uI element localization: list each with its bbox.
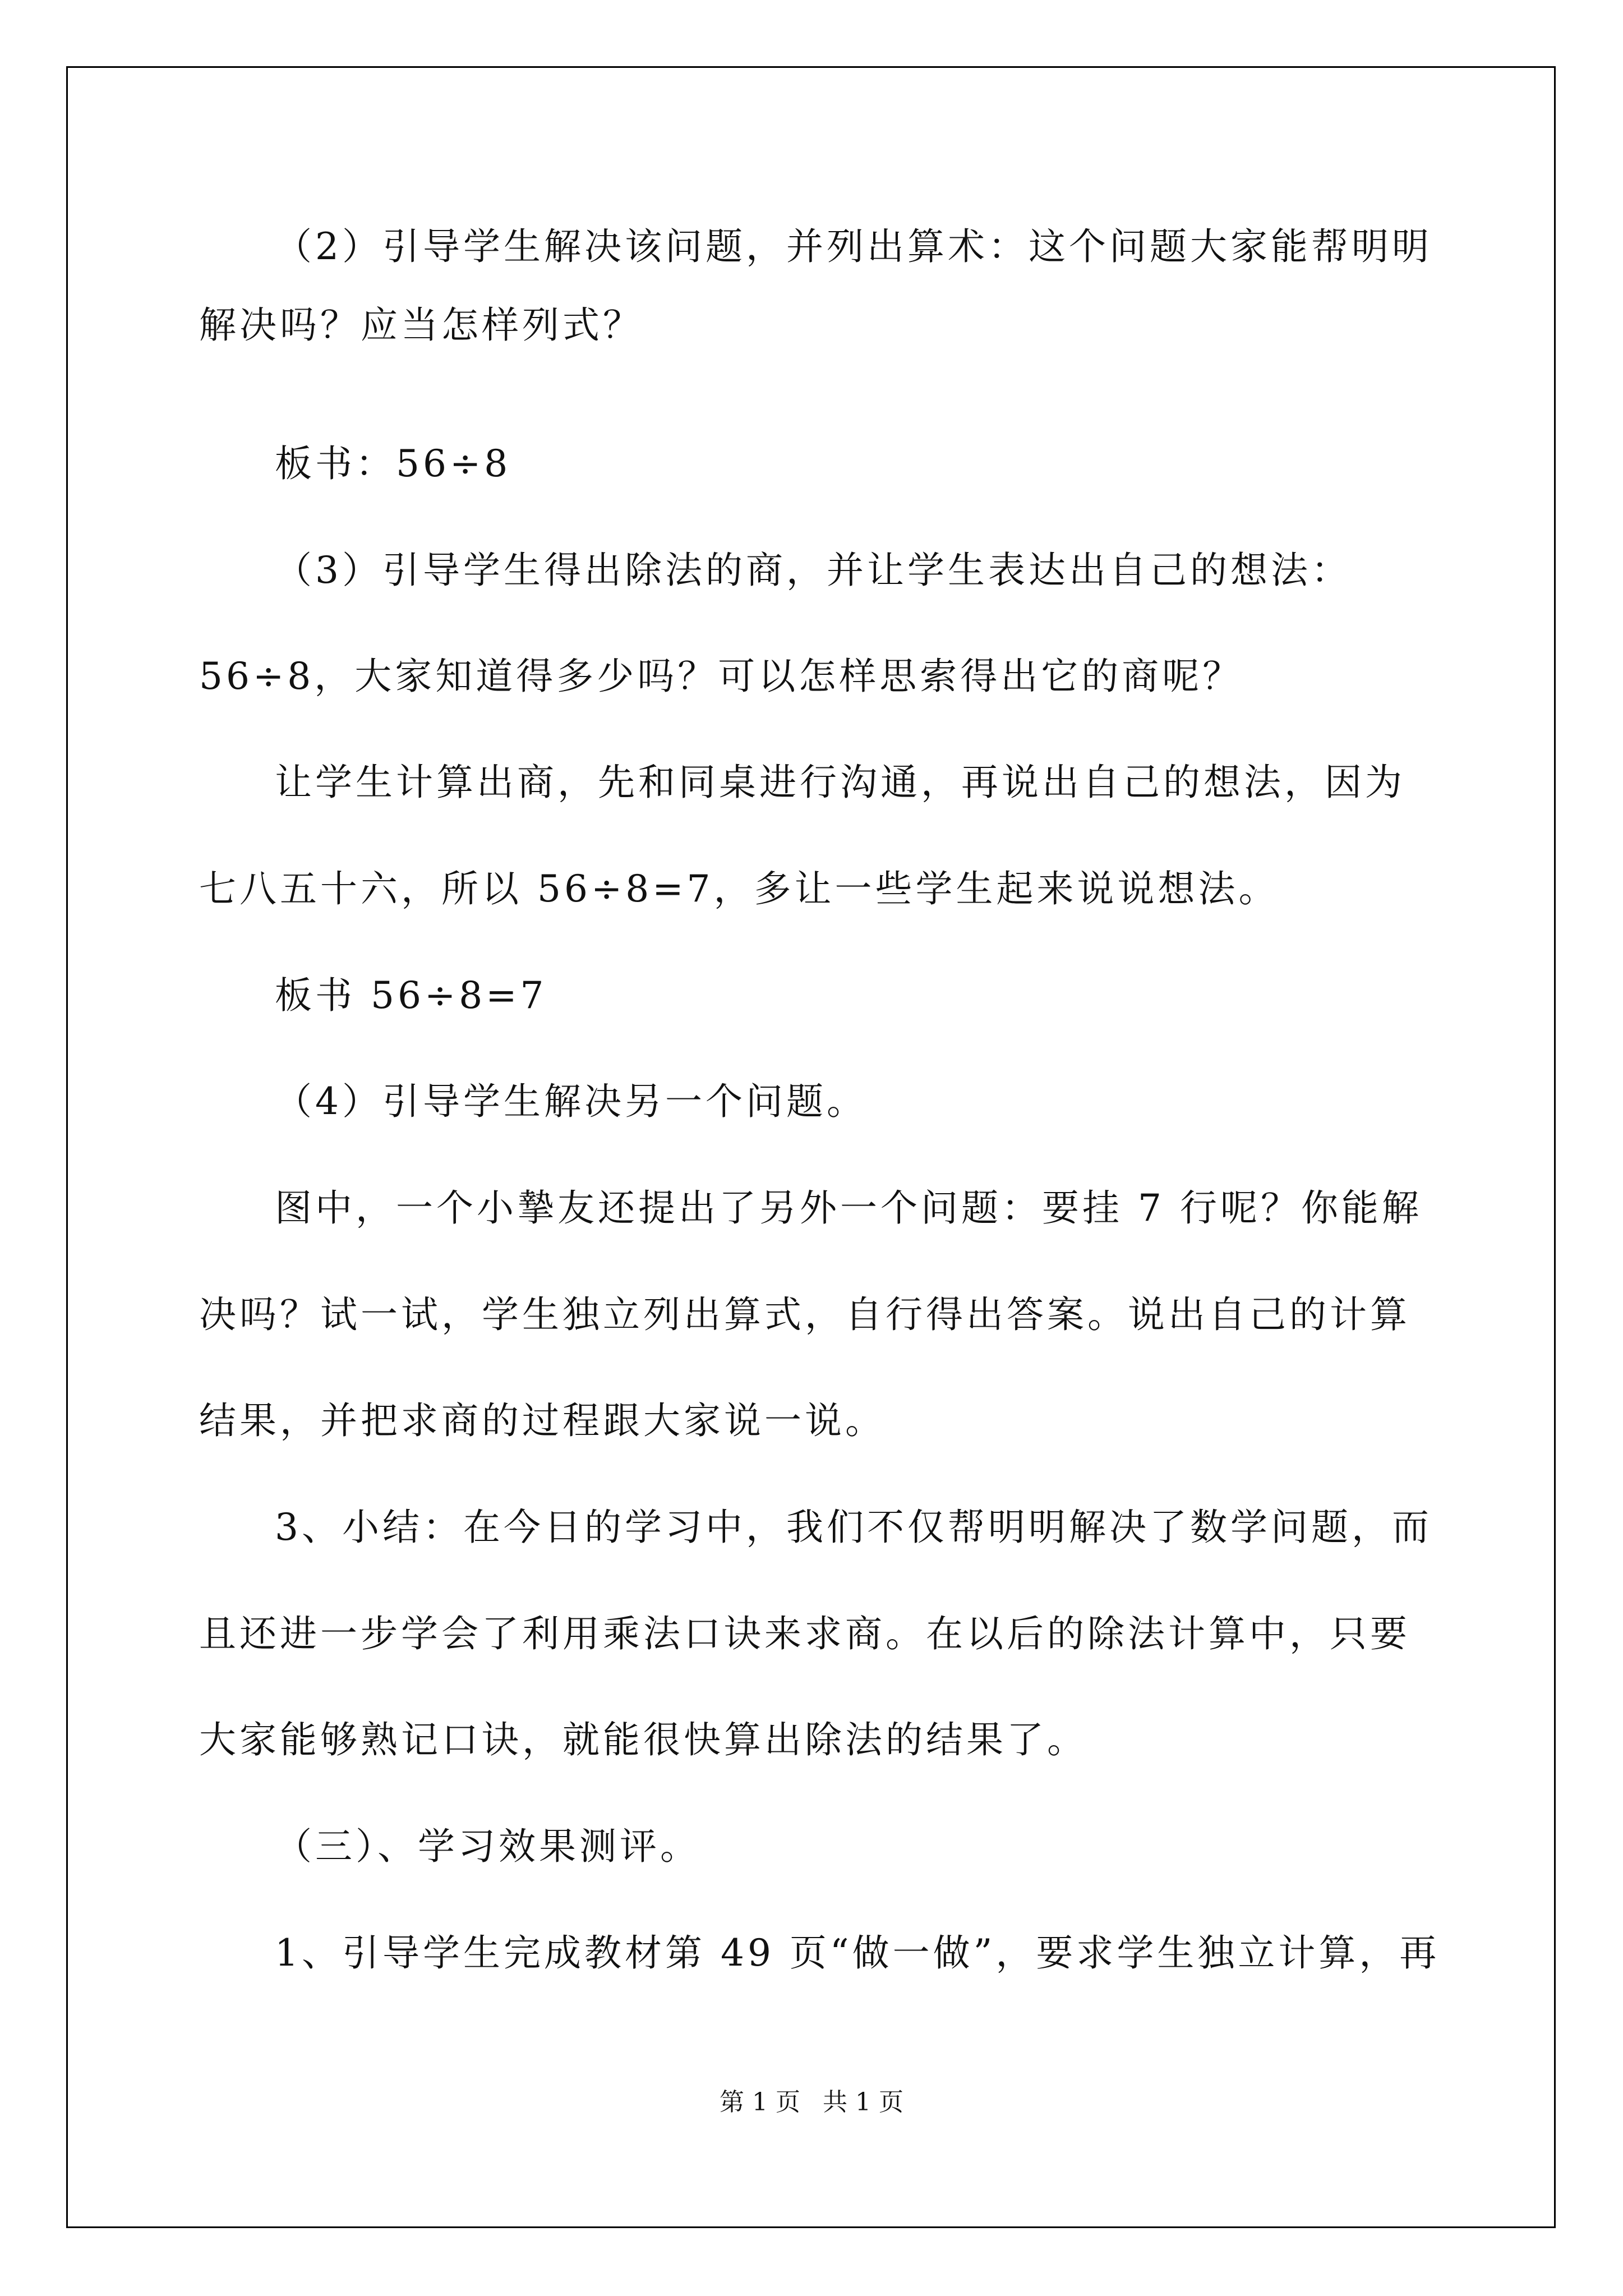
text-line: 板书 56÷8=7 (275, 974, 547, 1017)
text-line: 56÷8，大家知道得多少吗？可以怎样思索得出它的商呢？ (199, 655, 1243, 698)
text-line: 解决吗？应当怎样列式？ (199, 303, 643, 347)
text-line: 让学生计算出商，先和同桌进行沟通，再说出自己的想法，因为 (275, 761, 1405, 804)
text-line: （三）、学习效果测评。 (275, 1825, 700, 1868)
page-number: 第 1 页 (720, 2088, 800, 2116)
text-line: 且还进一步学会了利用乘法口诀来求商。在以后的除法计算中，只要 (199, 1612, 1410, 1655)
text-line: 1、引导学生完成教材第 49 页“做一做”，要求学生独立计算，再 (275, 1931, 1440, 1975)
text-line: 决吗？试一试，学生独立列出算式，自行得出答案。说出自己的计算 (199, 1293, 1410, 1336)
text-line: 3、小结：在今日的学习中，我们不仅帮明明解决了数学问题，而 (275, 1506, 1432, 1549)
text-line: 板书：56÷8 (275, 442, 511, 485)
text-line: （2）引导学生解决该问题，并列出算术：这个问题大家能帮明明 (275, 225, 1432, 268)
text-line: 大家能够熟记口诀，就能很快算出除法的结果了。 (199, 1718, 1087, 1761)
page-footer (0, 2088, 1623, 2117)
text-line: 图中，一个小摯友还提出了另外一个问题：要挂 7 行呢？你能解 (275, 1186, 1422, 1230)
text-line: 结果，并把求商的过程跟大家说一说。 (199, 1399, 886, 1442)
page-border (66, 66, 1556, 2228)
text-line: 七八五十六，所以 56÷8=7，多让一些学生起来说说想法。 (199, 867, 1279, 910)
text-line: （4）引导学生解决另一个问题。 (275, 1080, 867, 1123)
text-line: （3）引导学生得出除法的商，并让学生表达出自己的想法： (275, 549, 1352, 592)
page-total: 共 1 页 (823, 2088, 903, 2116)
